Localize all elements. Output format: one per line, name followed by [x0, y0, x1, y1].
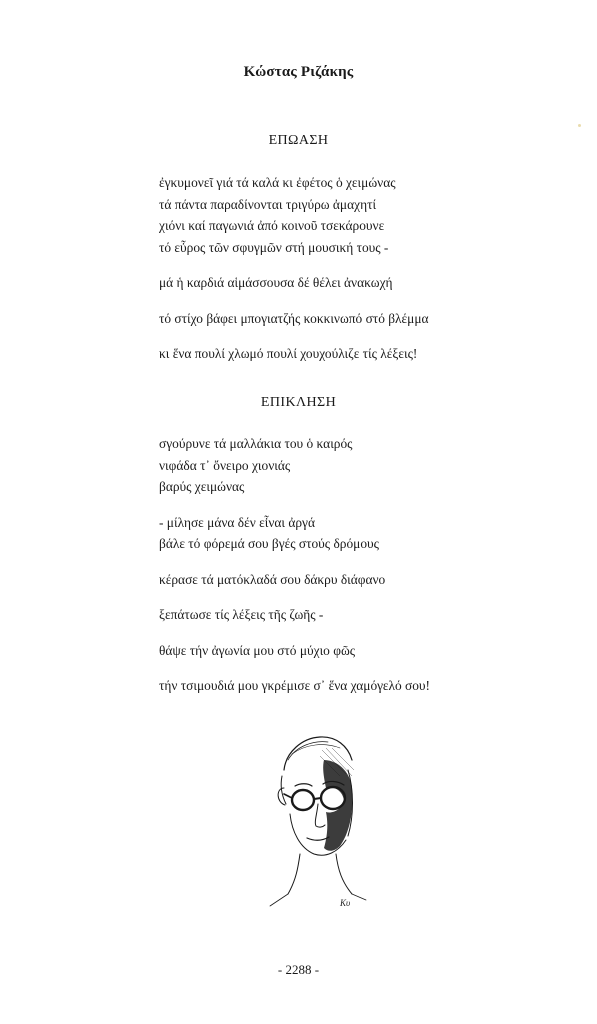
- stanza: [159, 569, 559, 591]
- poem-body-epoasi: [159, 172, 559, 365]
- stanza: [159, 640, 559, 662]
- poem-line: - μίλησε μάνα δέν εἶναι ἀργά: [159, 514, 315, 530]
- poem-line: ἐγκυμονεῖ γιά τά καλά κι ἐφέτος ὁ χειμώνας: [159, 175, 396, 190]
- poem-title-epiklisi: ΕΠΙΚΛΗΣΗ: [260, 395, 337, 410]
- author-portrait-sketch-icon: [262, 730, 368, 916]
- stanza: [159, 172, 559, 258]
- stanza: [159, 675, 559, 697]
- poem-line: ξεπάτωσε τίς λέξεις τῆς ζωῆς -: [159, 607, 324, 622]
- stanza: [159, 604, 559, 626]
- poem-line: βαρύς χειμώνας: [159, 479, 245, 494]
- poem-line: τήν τσιμουδιά μου γκρέμισε σ᾽ ἕνα χαμόγελό σου!: [159, 678, 431, 693]
- poem-line: βάλε τό φόρεμά σου βγές στούς δρόμους: [159, 536, 379, 551]
- poem-line: σγούρυνε τά μαλλάκια του ὁ καιρός: [159, 436, 353, 451]
- poem-line: μά ἡ καρδιά αἱμάσσουσα δέ θέλει ἀνακωχή: [159, 275, 393, 290]
- poem-title-epoasi: ΕΠΩΑΣΗ: [268, 133, 329, 148]
- poem-line: τό εὖρος τῶν σφυγμῶν στή μουσική τους -: [159, 239, 389, 255]
- stanza: [159, 512, 559, 555]
- poem-line: τά πάντα παραδίνονται τριγύρω ἀμαχητί: [159, 196, 377, 212]
- stanza: [159, 433, 559, 498]
- poem-line: νιφάδα τ᾽ ὄνειρο χιονιάς: [159, 457, 291, 473]
- poem-line: κέρασε τά ματόκλαδά σου δάκρυ διάφανο: [159, 571, 386, 587]
- poem-line: χιόνι καί παγωνιά ἀπό κοινοῦ τσεκάρουνε: [159, 218, 385, 233]
- artist-signature: Κυ: [340, 898, 351, 908]
- author-name: Κώστας Ριζάκης: [243, 64, 354, 80]
- poem-line: κι ἕνα πουλί χλωμό πουλί χουχούλιζε τίς λέξεις!: [159, 346, 418, 361]
- page-number: - 2288 -: [277, 962, 320, 977]
- poem-line: θάψε τήν ἀγωνία μου στό μύχιο φῶς: [159, 642, 356, 658]
- stanza: [159, 272, 559, 294]
- poem-body-epiklisi: [159, 433, 559, 697]
- stanza: [159, 343, 559, 365]
- paper-speck: [578, 124, 581, 127]
- stanza: [159, 308, 559, 330]
- poem-line: τό στίχο βάφει μπογιατζής κοκκινωπό στό βλέμμα: [159, 310, 429, 326]
